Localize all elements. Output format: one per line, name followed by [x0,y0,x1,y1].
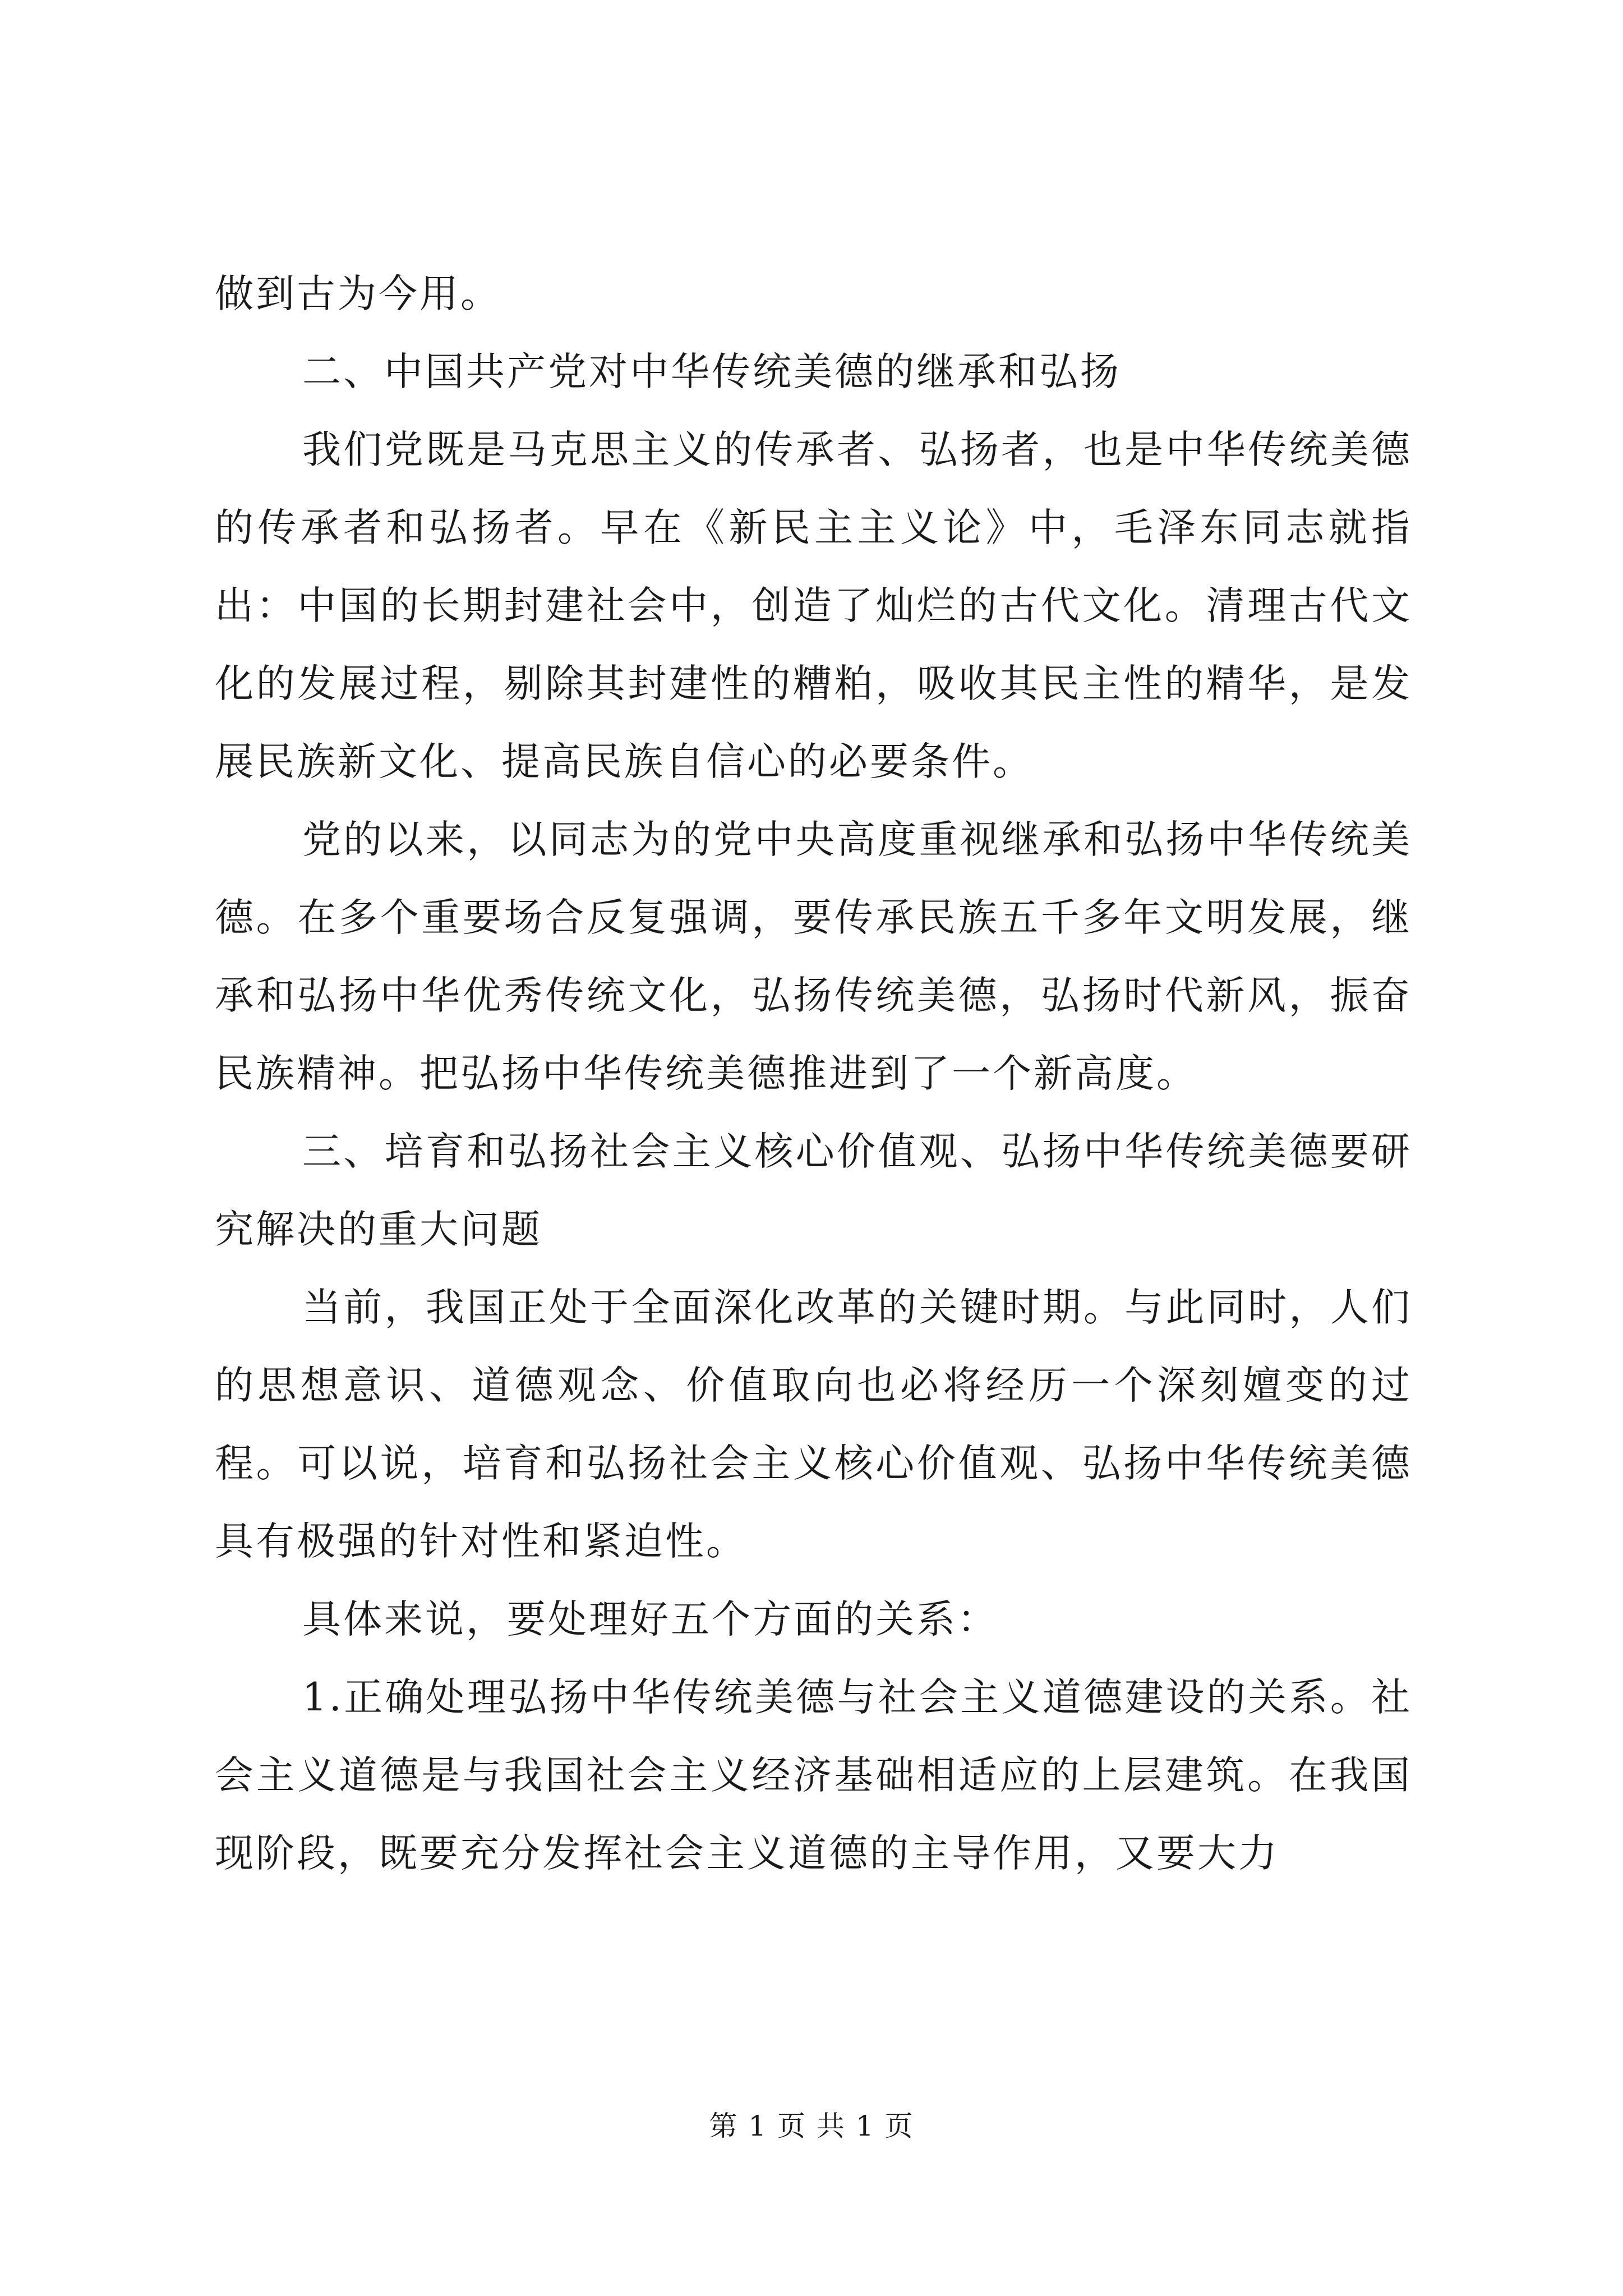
section-heading-2: 二、中国共产党对中华传统美德的继承和弘扬 [302,349,1121,394]
paragraph: 当前，我国正处于全面深化改革的关键时期。与此同时，人们的思想意识、道德观念、价值取向也必将经历一个深刻嬗变的过程。可以说，培育和弘扬社会主义核心价值观、弘扬中华传统美德具有极强的针对性和紧迫性。 [215,1285,1412,1564]
page-number-footer: 第 1 页 共 1 页 [709,2110,914,2142]
paragraph: 我们党既是马克思主义的传承者、弘扬者，也是中华传统美德的传承者和弘扬者。早在《新民主主义论》中，毛泽东同志就指出：中国的长期封建社会中，创造了灿烂的古代文化。清理古代文化的发展过程，剔除其封建性的糟粕，吸收其民主性的精华，是发展民族新文化、提高民族自信心的必要条件。 [215,427,1412,784]
section-heading-3: 三、培育和弘扬社会主义核心价值观、弘扬中华传统美德要研究解决的重大问题 [215,1129,1412,1252]
document-body [215,255,1412,1893]
paragraph: 具体来说，要处理好五个方面的关系： [302,1597,998,1642]
paragraph: 党的以来，以同志为的党中央高度重视继承和弘扬中华传统美德。在多个重要场合反复强调，要传承民族五千多年文明发展，继承和弘扬中华优秀传统文化，弘扬传统美德，弘扬时代新风，振奋民族精神。把弘扬中华传统美德推进到了一个新高度。 [215,817,1412,1096]
list-item-1: 1.正确处理弘扬中华传统美德与社会主义道德建设的关系。社会主义道德是与我国社会主义经济基础相适应的上层建筑。在我国现阶段，既要充分发挥社会主义道德的主导作用，又要大力 [215,1675,1412,1876]
paragraph-continuation: 做到古为今用。 [215,272,501,316]
